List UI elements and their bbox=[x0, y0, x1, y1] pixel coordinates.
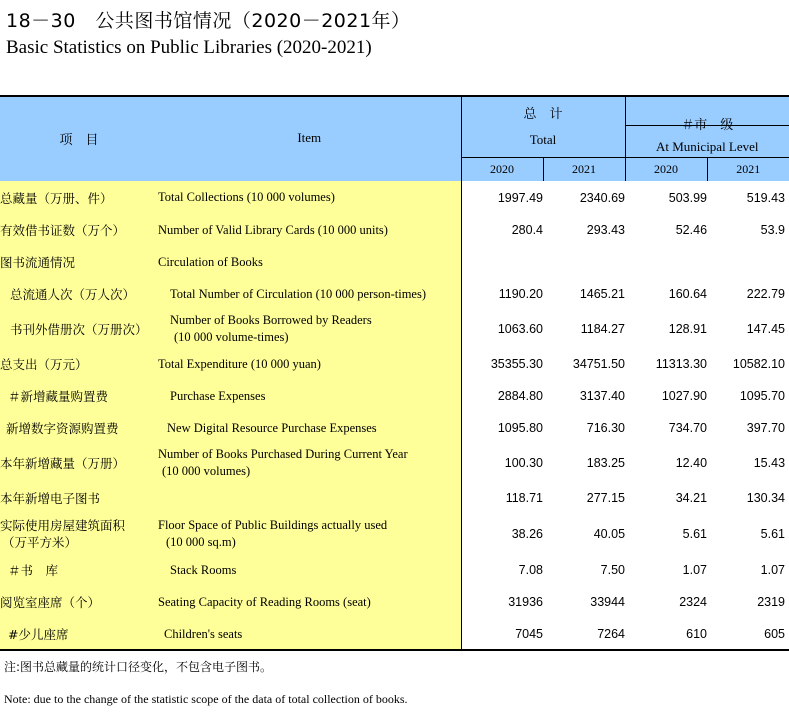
cell-total-2021: 183.25 bbox=[586, 456, 626, 470]
cell-municipal-2020: 128.91 bbox=[668, 322, 708, 336]
cell-total-2020: 35355.30 bbox=[490, 357, 543, 371]
cell-municipal-2020 bbox=[625, 246, 707, 278]
table-row bbox=[0, 444, 789, 482]
row-label-cn: 本年新增藏量（万册） bbox=[0, 444, 158, 482]
header-year-total-2021: 2021 bbox=[543, 157, 625, 181]
cell-municipal-2021: 1.07 bbox=[760, 563, 786, 577]
row-label-en: Seating Capacity of Reading Rooms (seat) bbox=[158, 586, 461, 618]
row-label-cn-line2: （万平方米） bbox=[2, 535, 78, 550]
header-municipal: ＃市 级 At Municipal Level bbox=[625, 125, 789, 157]
row-label-en bbox=[158, 482, 461, 514]
table-row bbox=[0, 278, 789, 310]
cell-municipal-2021: 147.45 bbox=[746, 322, 786, 336]
table-row bbox=[0, 380, 789, 412]
cell-total-2021: 293.43 bbox=[586, 223, 626, 237]
cell-municipal-2021: 519.43 bbox=[746, 190, 786, 205]
table-row bbox=[0, 181, 789, 214]
row-label-en: Circulation of Books bbox=[158, 246, 461, 278]
cell-total-2021: 7264 bbox=[597, 627, 626, 641]
cell-municipal-2020: 1.07 bbox=[682, 563, 708, 577]
table-row bbox=[0, 246, 789, 278]
row-label-en-line2: (10 000 volumes) bbox=[162, 464, 251, 478]
row-label-cn: #少儿座席 bbox=[0, 618, 158, 650]
cell-total-2021: 277.15 bbox=[586, 491, 626, 505]
cell-municipal-2020: 34.21 bbox=[675, 491, 708, 505]
cell-total-2020: 100.30 bbox=[504, 456, 543, 470]
table-row bbox=[0, 348, 789, 380]
cell-municipal-2021: 53.9 bbox=[760, 223, 786, 237]
table-row bbox=[0, 514, 789, 554]
table-row bbox=[0, 554, 789, 586]
row-label-cn: 有效借书证数（万个） bbox=[0, 214, 158, 246]
row-label-en: Number of Valid Library Cards (10 000 units) bbox=[158, 214, 461, 246]
row-label-en-line1: Number of Books Borrowed by Readers bbox=[170, 313, 372, 327]
cell-total-2020: 118.71 bbox=[505, 491, 543, 505]
cell-municipal-2020: 734.70 bbox=[668, 421, 708, 435]
footnote-cn: 注:图书总藏量的统计口径变化，不包含电子图书。 bbox=[4, 660, 273, 674]
cell-municipal-2021: 5.61 bbox=[760, 527, 786, 541]
table-title-cn: 18－30 公共图书馆情况（2020－2021年） bbox=[6, 10, 411, 32]
footnote-en: Note: due to the change of the statistic scope of the data of total collection of books. bbox=[4, 692, 408, 706]
cell-municipal-2021: 2319 bbox=[757, 595, 786, 609]
header-year-total-2020: 2020 bbox=[461, 157, 543, 181]
row-label-en bbox=[158, 514, 461, 554]
cell-municipal-2020: 1027.90 bbox=[661, 389, 708, 403]
cell-total-2021: 3137.40 bbox=[579, 389, 626, 403]
cell-total-2021: 7.50 bbox=[600, 563, 626, 577]
cell-total-2021: 1184.27 bbox=[580, 322, 626, 336]
cell-total-2021: 716.30 bbox=[586, 421, 626, 435]
row-label-cn: 阅览室座席（个） bbox=[0, 586, 158, 618]
cell-municipal-2020: 610 bbox=[686, 627, 708, 641]
cell-total-2021: 33944 bbox=[590, 595, 626, 609]
row-label-cn: 总支出（万元） bbox=[0, 348, 158, 380]
cell-municipal-2020: 52.46 bbox=[675, 223, 708, 237]
cell-total-2020: 38.26 bbox=[511, 527, 543, 541]
cell-total-2020: 7.08 bbox=[518, 563, 543, 577]
cell-municipal-2021: 605 bbox=[764, 627, 786, 641]
row-label-en bbox=[158, 444, 461, 482]
row-label-en: Total Expenditure (10 000 yuan) bbox=[158, 348, 461, 380]
cell-total-2020: 31936 bbox=[508, 595, 543, 609]
header-total: 总 计 Total bbox=[461, 95, 625, 157]
cell-municipal-2020: 160.64 bbox=[668, 287, 708, 301]
cell-total-2021: 2340.69 bbox=[579, 190, 626, 205]
cell-total-2021 bbox=[543, 246, 625, 278]
table-row bbox=[0, 586, 789, 618]
cell-total-2021: 1465.21 bbox=[579, 287, 626, 301]
cell-municipal-2020: 5.61 bbox=[682, 527, 708, 541]
row-label-en: Total Number of Circulation (10 000 person-times) bbox=[158, 278, 461, 310]
cell-municipal-2020: 11313.30 bbox=[655, 357, 708, 371]
row-label-en-line1: Number of Books Purchased During Current Year bbox=[158, 447, 408, 461]
header-item-cn: 项 目 bbox=[0, 95, 158, 181]
row-label-cn: 本年新增电子图书 bbox=[0, 482, 158, 514]
cell-total-2020: 1997.49 bbox=[497, 190, 543, 205]
row-label-en: New Digital Resource Purchase Expenses bbox=[158, 412, 461, 444]
row-label-cn: ＃书 库 bbox=[0, 554, 158, 586]
cell-total-2020: 7045 bbox=[515, 627, 543, 641]
row-label-cn: 新增数字资源购置费 bbox=[0, 412, 158, 444]
cell-total-2020: 1095.80 bbox=[497, 421, 543, 435]
header-year-municipal-2021: 2021 bbox=[707, 157, 789, 181]
cell-total-2020: 1190.20 bbox=[498, 287, 543, 301]
cell-total-2020: 2884.80 bbox=[497, 389, 543, 403]
cell-total-2021: 34751.50 bbox=[572, 357, 626, 371]
header-item-en: Item bbox=[158, 95, 461, 181]
row-label-cn: ＃新增藏量购置费 bbox=[0, 380, 158, 412]
row-label-en: Stack Rooms bbox=[158, 554, 461, 586]
cell-municipal-2021: 15.43 bbox=[753, 456, 786, 470]
cell-municipal-2020: 503.99 bbox=[668, 190, 708, 205]
row-label-cn: 总藏量（万册、件） bbox=[0, 181, 158, 214]
row-label-cn: 总流通人次（万人次） bbox=[0, 278, 158, 310]
row-label-en-line2: (10 000 sq.m) bbox=[166, 535, 236, 549]
public-libraries-table bbox=[0, 95, 789, 650]
row-label-cn: 图书流通情况 bbox=[0, 246, 158, 278]
cell-municipal-2021 bbox=[707, 246, 789, 278]
row-label-en: Children's seats bbox=[158, 618, 461, 650]
cell-municipal-2021: 1095.70 bbox=[739, 389, 786, 403]
cell-municipal-2021: 222.79 bbox=[746, 287, 786, 301]
row-label-cn: 书刊外借册次（万册次） bbox=[0, 310, 158, 348]
row-label-en bbox=[158, 310, 461, 348]
cell-total-2020: 1063.60 bbox=[497, 322, 543, 336]
row-label-cn-line1: 实际使用房屋建筑面积 bbox=[0, 518, 126, 533]
row-label-en: Purchase Expenses bbox=[158, 380, 461, 412]
cell-municipal-2021: 10582.10 bbox=[732, 357, 786, 371]
row-label-en-line2: (10 000 volume-times) bbox=[174, 330, 289, 344]
table-row bbox=[0, 482, 789, 514]
table-row bbox=[0, 412, 789, 444]
table-row bbox=[0, 310, 789, 348]
cell-municipal-2020: 12.40 bbox=[675, 456, 708, 470]
table-title-en: Basic Statistics on Public Libraries (2020-2021) bbox=[6, 37, 372, 58]
table-row bbox=[0, 214, 789, 246]
cell-municipal-2021: 397.70 bbox=[746, 421, 786, 435]
table-row bbox=[0, 618, 789, 650]
row-label-cn bbox=[0, 514, 158, 554]
cell-municipal-2020: 2324 bbox=[679, 595, 708, 609]
table-top-rule bbox=[0, 95, 789, 97]
cell-total-2021: 40.05 bbox=[593, 527, 626, 541]
row-label-en: Total Collections (10 000 volumes) bbox=[158, 181, 461, 214]
header-year-municipal-2020: 2020 bbox=[625, 157, 707, 181]
table-bottom-rule bbox=[0, 649, 789, 651]
cell-municipal-2021: 130.34 bbox=[746, 491, 786, 505]
cell-total-2020: 280.4 bbox=[511, 223, 543, 237]
cell-total-2020 bbox=[461, 246, 543, 278]
row-label-en-line1: Floor Space of Public Buildings actually used bbox=[158, 518, 388, 532]
